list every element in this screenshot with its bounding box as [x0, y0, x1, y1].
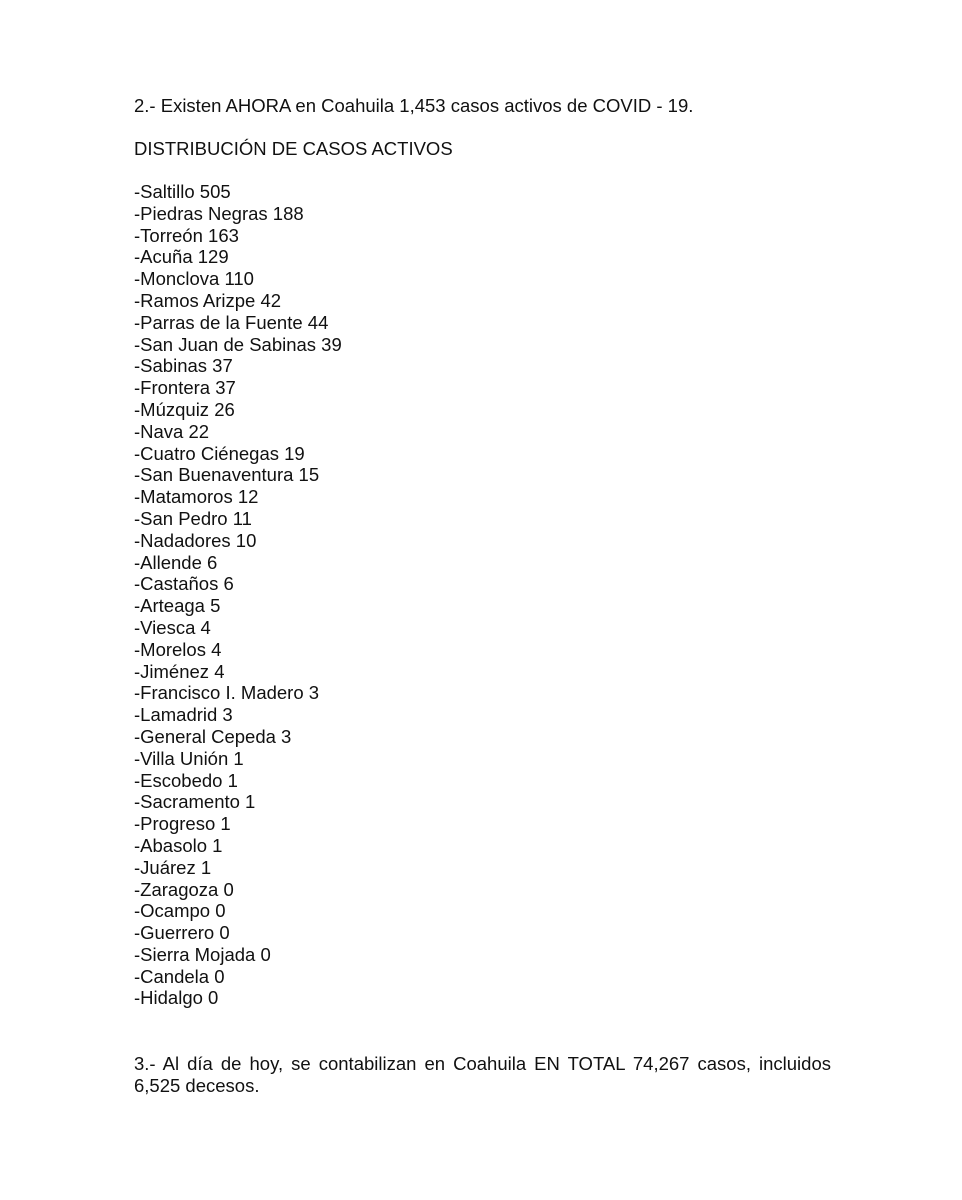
active-cases-summary: 2.- Existen AHORA en Coahuila 1,453 casos activos de COVID - 19. [134, 95, 694, 116]
municipality-item: -San Pedro 11 [134, 507, 252, 529]
municipality-item: -Jiménez 4 [134, 660, 225, 682]
municipality-item: -San Buenaventura 15 [134, 464, 320, 486]
municipality-item: -Matamoros 12 [134, 486, 259, 508]
municipality-item: -Juárez 1 [134, 856, 212, 878]
municipality-item: -Francisco I. Madero 3 [134, 682, 320, 704]
municipality-item: -Sabinas 37 [134, 355, 233, 377]
municipality-item: -Sierra Mojada 0 [134, 943, 271, 965]
municipality-item: -Arteaga 5 [134, 595, 221, 617]
municipality-item: -Monclova 110 [134, 268, 254, 290]
municipality-item: -San Juan de Sabinas 39 [134, 333, 342, 355]
municipality-item: -Saltillo 505 [134, 181, 231, 202]
municipality-item: -Allende 6 [134, 551, 218, 573]
distribution-heading: DISTRIBUCIÓN DE CASOS ACTIVOS [134, 138, 453, 159]
municipality-item: -Ocampo 0 [134, 900, 226, 922]
municipality-item: -Múzquiz 26 [134, 398, 235, 420]
municipality-item: -Castaños 6 [134, 573, 234, 595]
municipality-item: -Parras de la Fuente 44 [134, 311, 329, 333]
municipality-item: -Guerrero 0 [134, 922, 230, 944]
municipality-item: -Nava 22 [134, 420, 210, 442]
municipality-item: -Abasolo 1 [134, 834, 223, 856]
municipality-item: -Progreso 1 [134, 813, 231, 835]
municipality-item: -Sacramento 1 [134, 791, 256, 813]
municipality-item: -Torreón 163 [134, 224, 239, 246]
municipality-item: -Viesca 4 [134, 616, 211, 638]
municipality-item: -Hidalgo 0 [134, 987, 219, 1009]
municipality-item: -Candela 0 [134, 965, 225, 987]
municipality-item: -Nadadores 10 [134, 529, 257, 551]
municipality-item: -General Cepeda 3 [134, 725, 292, 747]
municipality-item: -Escobedo 1 [134, 769, 238, 791]
municipality-item: -Villa Unión 1 [134, 747, 244, 769]
municipality-item: -Ramos Arizpe 42 [134, 289, 282, 311]
municipality-item: -Piedras Negras 188 [134, 202, 304, 224]
municipality-item: -Cuatro Ciénegas 19 [134, 442, 305, 464]
municipality-item: -Acuña 129 [134, 246, 229, 268]
total-cases-paragraph: 3.- Al día de hoy, se contabilizan en Coahuila EN TOTAL 74,267 casos, incluidos 6,525 decesos. [134, 1053, 831, 1096]
municipality-item: -Morelos 4 [134, 638, 222, 660]
municipality-item: -Frontera 37 [134, 377, 236, 399]
municipality-item: -Lamadrid 3 [134, 704, 233, 726]
municipality-list [134, 181, 342, 1009]
municipality-item: -Zaragoza 0 [134, 878, 234, 900]
